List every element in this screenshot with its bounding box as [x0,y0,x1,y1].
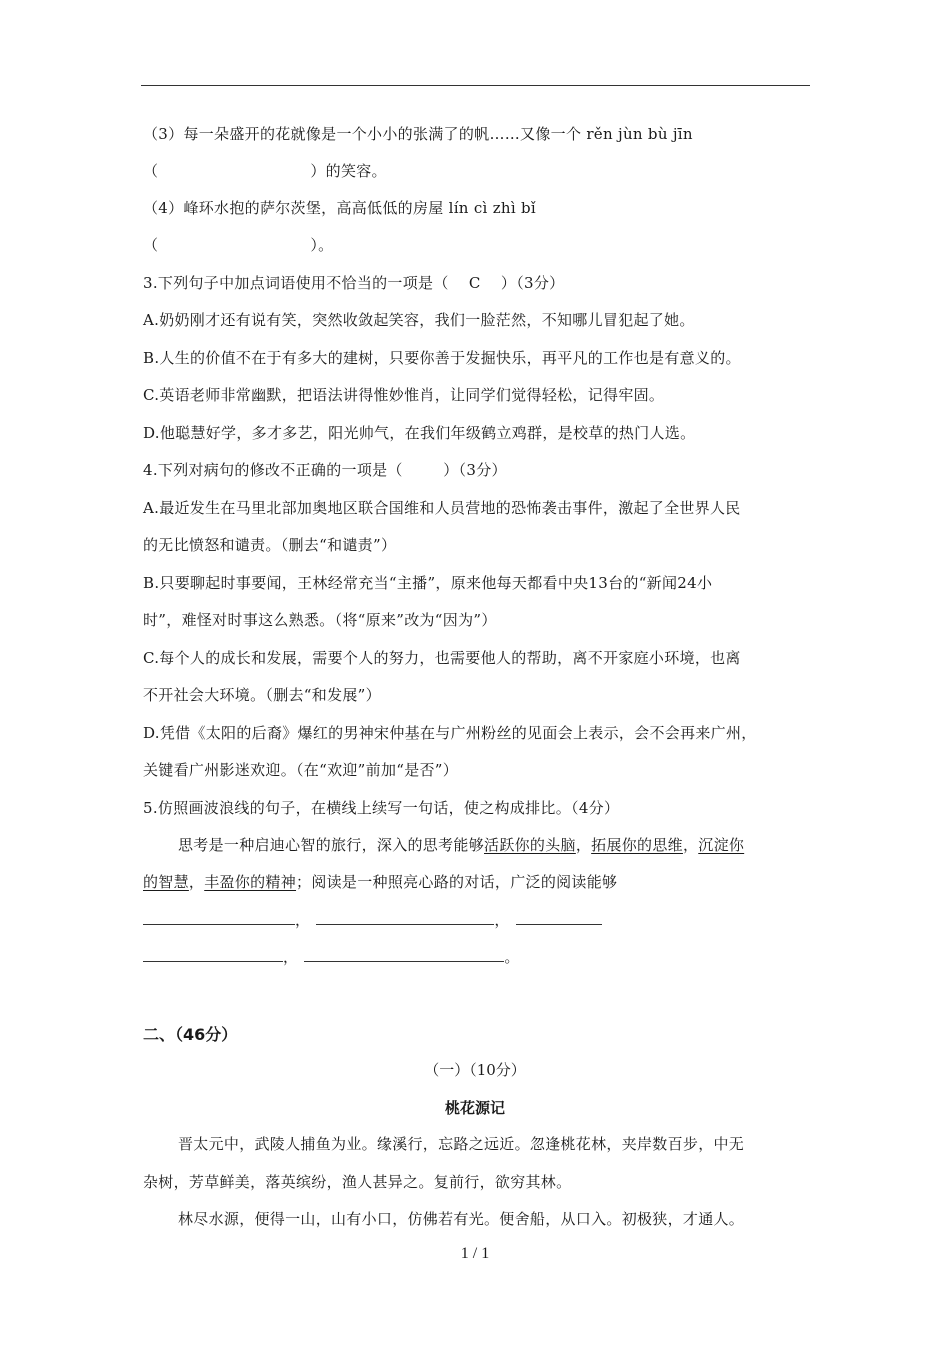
q5-comma: ， [283,948,299,966]
q3-stem: 3.下列句子中加点词语使用不恰当的一项是（ C ）（3分） [143,274,565,292]
q5-separator: ， [682,836,699,854]
q5-passage-line2 [143,872,617,892]
q5-wavy-phrase-3a: 沉淀你 [698,836,745,854]
passage-para2-line1: 林尽水源，便得一山，山有小口，仿佛若有光。便舍船，从口入。初极狭，才通人。 [178,1210,745,1228]
q4-option-a-line2: 的无比愤怒和谴责。（删去“和谴责”） [143,536,397,554]
q5-separator: ， [188,873,205,891]
q5-wavy-phrase-4: 丰盈你的精神 [204,873,297,891]
q5-wavy-phrase-1: 活跃你的头脑 [484,836,576,854]
q5-wavy-phrase-3b: 的智慧 [143,873,189,891]
page-number: 1 / 1 [460,1245,490,1262]
q5-blank-4[interactable] [143,947,283,962]
q4-option-b-line2: 时”，难怪对时事这么熟悉。（将“原来”改为“因为”） [143,611,497,629]
q3-option-c: C.英语老师非常幽默，把语法讲得惟妙惟肖，让同学们觉得轻松，记得牢固。 [143,386,665,404]
q4-option-a-line1: A.最近发生在马里北部加奥地区联合国维和人员营地的恐怖袭击事件，激起了全世界人民 [143,499,741,517]
q4-option-c-line1: C.每个人的成长和发展，需要个人的努力，也需要他人的帮助，离不开家庭小环境，也离 [143,649,741,667]
passage-para1-line1: 晋太元中，武陵人捕鱼为业。缘溪行，忘路之远近。忽逢桃花林，夹岸数百步，中无 [178,1135,745,1153]
q5-period: 。 [504,948,520,966]
q5-comma: ， [295,911,311,929]
header-rule [141,85,810,86]
q5-blank-1[interactable] [143,910,295,925]
q5-blank-3[interactable] [516,910,602,925]
q2-3-answer-line: （ ）的笑容。 [143,162,387,180]
q2-3-line1: （3）每一朵盛开的花就像是一个小小的张满了的帆……又像一个 rěn jùn bù jīn [143,125,693,143]
section-heading: 二、（46分） [143,1025,238,1044]
q4-option-d-line2: 关键看广州影迷欢迎。（在“欢迎”前加“是否”） [143,761,459,779]
q5-answer-line1 [143,910,602,930]
q5-blank-5[interactable] [304,947,504,962]
q5-stem: 5.仿照画波浪线的句子，在横线上续写一句话，使之构成排比。（4分） [143,799,620,817]
q5-passage-text: ；阅读是一种照亮心路的对话，广泛的阅读能够 [296,873,618,891]
q5-separator: ， [575,836,592,854]
q3-option-a: A.奶奶刚才还有说有笑，突然收敛起笑容，我们一脸茫然，不知哪儿冒犯起了她。 [143,311,695,329]
q5-answer-line2 [143,947,520,967]
q5-passage-line1 [178,835,744,855]
q5-wavy-phrase-2: 拓展你的思维 [591,836,683,854]
q2-4-line1: （4）峰环水抱的萨尔茨堡，高高低低的房屋 lín cì zhì bǐ [143,199,537,217]
q4-option-d-line1: D.凭借《太阳的后裔》爆红的男神宋仲基在与广州粉丝的见面会上表示，会不会再来广州， [143,724,757,742]
q5-passage-text: 思考是一种启迪心智的旅行，深入的思考能够 [178,836,485,854]
q4-stem: 4.下列对病句的修改不正确的一项是（ ）（3分） [143,461,507,479]
q5-comma: ， [494,911,510,929]
q4-option-b-line1: B.只要聊起时事要闻，王林经常充当“主播”，原来他每天都看中央13台的“新闻24小 [143,574,713,592]
q5-blank-2[interactable] [316,910,494,925]
subsection-heading: （一）（10分） [424,1061,526,1079]
q2-4-answer-line: （ ）。 [143,236,334,254]
passage-para1-line2: 杂树，芳草鲜美，落英缤纷，渔人甚异之。复前行，欲穷其林。 [143,1173,572,1191]
q4-option-c-line2: 不开社会大环境。（删去“和发展”） [143,686,381,704]
q3-option-d: D.他聪慧好学，多才多艺，阳光帅气，在我们年级鹤立鸡群，是校草的热门人选。 [143,424,696,442]
passage-title: 桃花源记 [444,1099,505,1117]
q3-option-b: B.人生的价值不在于有多大的建树，只要你善于发掘快乐，再平凡的工作也是有意义的。 [143,349,741,367]
